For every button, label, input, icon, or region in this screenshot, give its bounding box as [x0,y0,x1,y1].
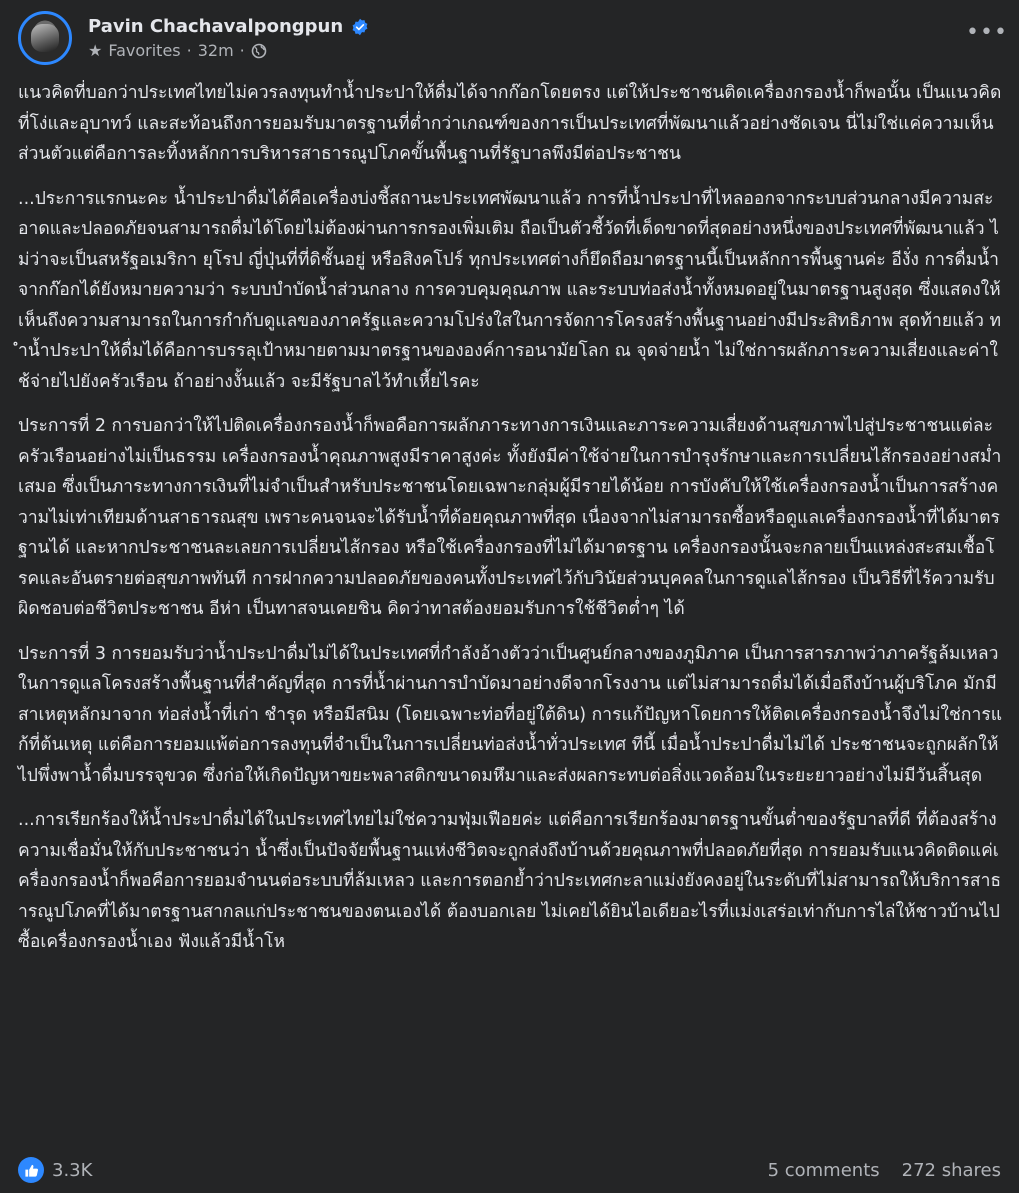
globe-icon [251,43,267,59]
post-body [18,78,1003,972]
post-paragraph: ...ประการแรกนะคะ น้ำประปาดื่มได้คือเครื่องบ่งชี้สถานะประเทศพัฒนาแล้ว การที่น้ำประปาที่ไหลออกจากระบบส่วนกลางมีความสะอาดและปลอดภัยจนสามารถดื่มได้โดยไม่ต้องผ่านการกรองเพิ่มเติม ถือเป็นตัวชี้วัดที่เด็ดขาดที่สุดอย่างหนึ่งของประเทศที่พัฒนาแล้ว ไม่ว่าจะเป็นสหรัฐอเมริกา ยุโรป ญี่ปุ่นที่ที่ดิชั้นอยู่ หรือสิงคโปร์ ทุกประเทศต่างก็ยึดถือมาตรฐานนี้เป็นหลักการพื้นฐานค่ะ อีงั่ง การดื่มน้ำจากก๊อกได้ยังหมายความว่า ระบบบำบัดน้ำส่วนกลาง การควบคุมคุณภาพ และระบบท่อส่งน้ำทั้งหมดอยู่ในมาตรฐานสูงสุด ซึ่งแสดงให้เห็นถึงความสามารถในการกำกับดูแลของภาครัฐและความโปร่งใสในการจัดการโครงสร้างพื้นฐานอย่างมีประสิทธิภาพ สุดท้ายแล้ว ทำน้ำประปาให้ดื่มได้คือการบรรลุเป้าหมายตามมาตรฐานขององค์การอนามัยโลก ณ จุดจ่ายน้ำ ไม่ใช่การผลักภาระความเสี่ยงและค่าใช้จ่ายไปยังครัวเรือน ถ้าอย่างงั้นแล้ว จะมีรัฐบาลไว้ทำเหี้ยไรคะ [18,188,1002,392]
post-subtitle [88,41,369,60]
post-paragraph: ...การเรียกร้องให้น้ำประปาดื่มได้ในประเทศไทยไม่ใช่ความฟุ่มเฟือยค่ะ แต่คือการเรียกร้องมาตรฐานขั้นต่ำของรัฐบาลที่ดี ที่ต้องสร้างความเชื่อมั่นให้กับประชาชนว่า น้ำซึ่งเป็นปัจจัยพื้นฐานแห่งชีวิตจะถูกส่งถึงบ้านด้วยคุณภาพที่ปลอดภัยที่สุด การยอมรับแนวคิดติดแค่เครื่องกรองน้ำก็พอคือการยอมจำนนต่อระบบที่ล้มเหลว และการตอกย้ำว่าประเทศกะลาแม่งยังคงอยู่ในระดับที่ไม่สามารถให้บริการสาธารณูปโภคที่ได้มาตรฐานสากลแก่ประชาชนของตนเองได้ ต้องบอกเลย ไม่เคยได้ยินไอเดียอะไรที่แม่งเสร่อเท่ากับการไล่ให้ชาวบ้านไปซื้อเครื่องกรองน้ำเอง ฟังแล้วมีน้ำโห [18,810,1002,952]
post-paragraph: ประการที่ 2 การบอกว่าให้ไปติดเครื่องกรองน้ำก็พอคือการผลักภาระทางการเงินและภาระความเสี่ยงด้านสุขภาพไปสู่ประชาชนแต่ละครัวเรือนอย่างไม่เป็นธรรม เครื่องกรองน้ำคุณภาพสูงมีราคาสูงค่ะ ทั้งยังมีค่าใช้จ่ายในการบำรุงรักษาและการเปลี่ยนไส้กรองอย่างสม่ำเสมอ ซึ่งเป็นภาระทางการเงินที่ไม่จำเป็นสำหรับประชาชนโดยเฉพาะกลุ่มผู้มีรายได้น้อย การบังคับให้ใช้เครื่องกรองน้ำเป็นการสร้างความไม่เท่าเทียมด้านสาธารณสุข เพราะคนจนจะได้รับน้ำที่ด้อยคุณภาพที่สุด เนื่องจากไม่สามารถซื้อหรือดูแลเครื่องกรองน้ำที่ได้มาตรฐานได้ และหากประชาชนละเลยการเปลี่ยนไส้กรอง หรือใช้เครื่องกรองที่ไม่ได้มาตรฐาน เครื่องกรองนั้นจะกลายเป็นแหล่งสะสมเชื้อโรคและอันตรายต่อสุขภาพทันที การฝากความปลอดภัยของคนทั้งประเทศไว้กับวินัยส่วนบุคคลในการดูแลไส้กรอง เป็นวิธีที่ไร้ความรับผิดชอบต่อชีวิตประชาชน อีห่า เป็นทาสจนเคยชิน คิดว่าทาสต้องยอมรับการใช้ชีวิตต่ำๆ ได้ [18,416,1002,619]
comments-count[interactable]: 5 comments [767,1159,880,1181]
audience-label[interactable]: Favorites [108,41,181,60]
post-paragraph: แนวคิดที่บอกว่าประเทศไทยไม่ควรลงทุนทำน้ำประปาให้ดื่มได้จากก๊อกโดยตรง แต่ให้ประชาชนติดเครื่องกรองน้ำก็พอนั้น เป็นแนวคิดที่โง่และอุบาทว์ และสะท้อนถึงการยอมรับมาตรฐานที่ต่ำกว่าเกณฑ์ของการเป็นประเทศที่พัฒนาแล้วอย่างชัดเจน นี่ไม่ใช่แค่ความเห็นส่วนตัวแต่คือการละทิ้งหลักการบริหารสาธารณูปโภคขั้นพื้นฐานที่รัฐบาลพึงมีต่อประชาชน [18,83,1002,164]
reactions-summary[interactable] [18,1157,92,1183]
author-avatar[interactable] [18,11,72,65]
author-name[interactable]: Pavin Chachavalpongpun [88,16,344,37]
post-meta [88,16,369,60]
post-footer [18,1154,1001,1186]
like-icon [18,1157,44,1183]
more-options-button[interactable] [966,14,1008,50]
avatar-image [31,24,59,52]
post-timestamp[interactable]: 32m [197,41,234,60]
shares-count[interactable]: 272 shares [901,1159,1001,1181]
verified-badge-icon [351,18,369,36]
post-header [18,8,1001,68]
author-name-row [88,16,369,37]
star-icon: ★ [88,40,103,60]
more-horizontal-icon: ••• [966,19,1008,45]
separator-dot: · [239,41,245,60]
engagement-stats [768,1160,1001,1181]
post-paragraph: ประการที่ 3 การยอมรับว่าน้ำประปาดื่มไม่ได้ในประเทศที่กำลังอ้างตัวว่าเป็นศูนย์กลางของภูมิภาค เป็นการสารภาพว่าภาครัฐล้มเหลวในการดูแลโครงสร้างพื้นฐานที่สำคัญที่สุด การที่น้ำผ่านการบำบัดมาอย่างดีจากโรงงาน แต่ไม่สามารถดื่มได้เมื่อถึงบ้านผู้บริโภค มักมีสาเหตุหลักมาจาก ท่อส่งน้ำที่เก่า ชำรุด หรือมีสนิม (โดยเฉพาะท่อที่อยู่ใต้ดิน) การแก้ปัญหาโดยการให้ติดเครื่องกรองน้ำจึงไม่ใช่การแก้ที่ต้นเหตุ แต่คือการยอมแพ้ต่อการลงทุนที่จำเป็นในการเปลี่ยนท่อส่งน้ำทั่วประเทศ ทีนี้ เมื่อน้ำประปาดื่มไม่ได้ ประชาชนจะถูกผลักให้ไปพึ่งพาน้ำดื่มบรรจุขวด ซึ่งก่อให้เกิดปัญหาขยะพลาสติกขนาดมหึมาและส่งผลกระทบต่อสิ่งแวดล้อมในระยะยาวอย่างไม่มีวันสิ้นสุด [18,643,1003,786]
separator-dot: · [186,41,192,60]
reaction-count[interactable]: 3.3K [52,1159,93,1181]
